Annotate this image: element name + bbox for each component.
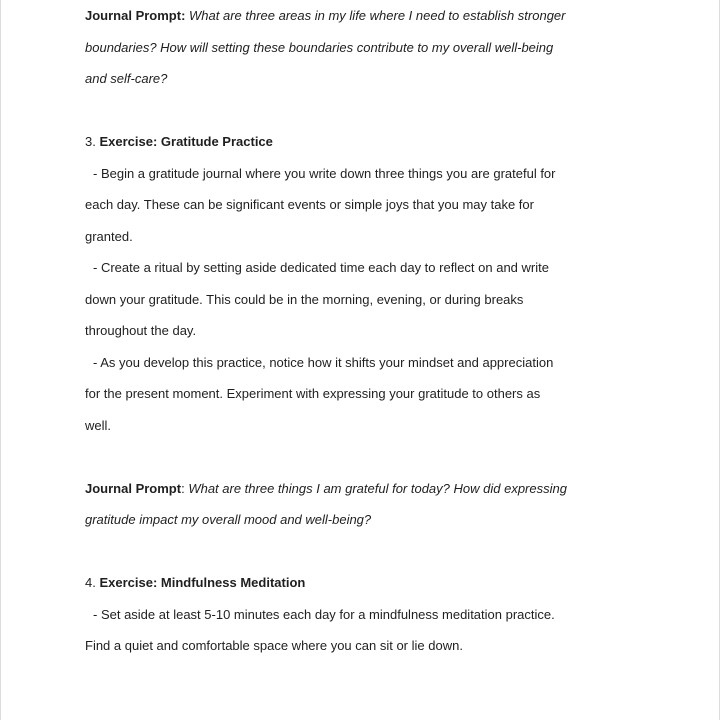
paragraph-gap [85, 441, 645, 473]
section-4-title: Exercise: Mindfulness Meditation [99, 575, 306, 590]
section-3-line-9: well. [85, 417, 112, 433]
journal-prompt-1-line-2: boundaries? How will setting these boundaries contribute to my overall well-being [85, 39, 554, 55]
journal-prompt-2-line-1: Journal Prompt: What are three things I am grateful for today? How did expressing [85, 480, 567, 496]
journal-prompt-1-line-3: and self-care? [85, 71, 168, 86]
section-3-line-1: - Begin a gratitude journal where you write down three things you are grateful for [93, 165, 556, 181]
section-4-heading [85, 567, 645, 599]
section-3-line-5: down your gratitude. This could be in the morning, evening, or during breaks [85, 291, 524, 307]
journal-prompt-1-label: Journal Prompt: [85, 8, 186, 23]
paragraph-gap [85, 536, 645, 568]
document-body [85, 0, 645, 662]
journal-prompt-1-line-1 [85, 0, 645, 32]
section-4-number: 4. [85, 575, 96, 590]
section-4-line-1: - Set aside at least 5-10 minutes each day for a mindfulness meditation practice. [93, 606, 555, 622]
section-3-heading [85, 126, 645, 158]
paragraph-gap [85, 95, 645, 127]
section-3-line-3: granted. [85, 228, 133, 244]
section-3-line-7: - As you develop this practice, notice how it shifts your mindset and appreciation [93, 354, 554, 370]
journal-prompt-2-label: Journal Prompt [85, 480, 182, 496]
section-3-line-2: each day. These can be significant events or simple joys that you may take for [85, 197, 534, 212]
section-3-line-6: throughout the day. [85, 323, 197, 338]
section-3-line-8: for the present moment. Experiment with expressing your gratitude to others as [85, 386, 541, 401]
journal-prompt-1-text: What are three areas in my life where I need to establish stronger [185, 8, 566, 23]
section-3-number: 3. [85, 134, 96, 149]
journal-prompt-2-text: What are three things I am grateful for today? How did expressing [184, 480, 567, 496]
section-3-line-4: - Create a ritual by setting aside dedicated time each day to reflect on and write [93, 260, 549, 275]
section-4-line-2: Find a quiet and comfortable space where you can sit or lie down. [85, 638, 463, 653]
journal-prompt-2-line-2: gratitude impact my overall mood and well-being? [85, 512, 372, 527]
section-3-title: Exercise: Gratitude Practice [99, 134, 273, 149]
